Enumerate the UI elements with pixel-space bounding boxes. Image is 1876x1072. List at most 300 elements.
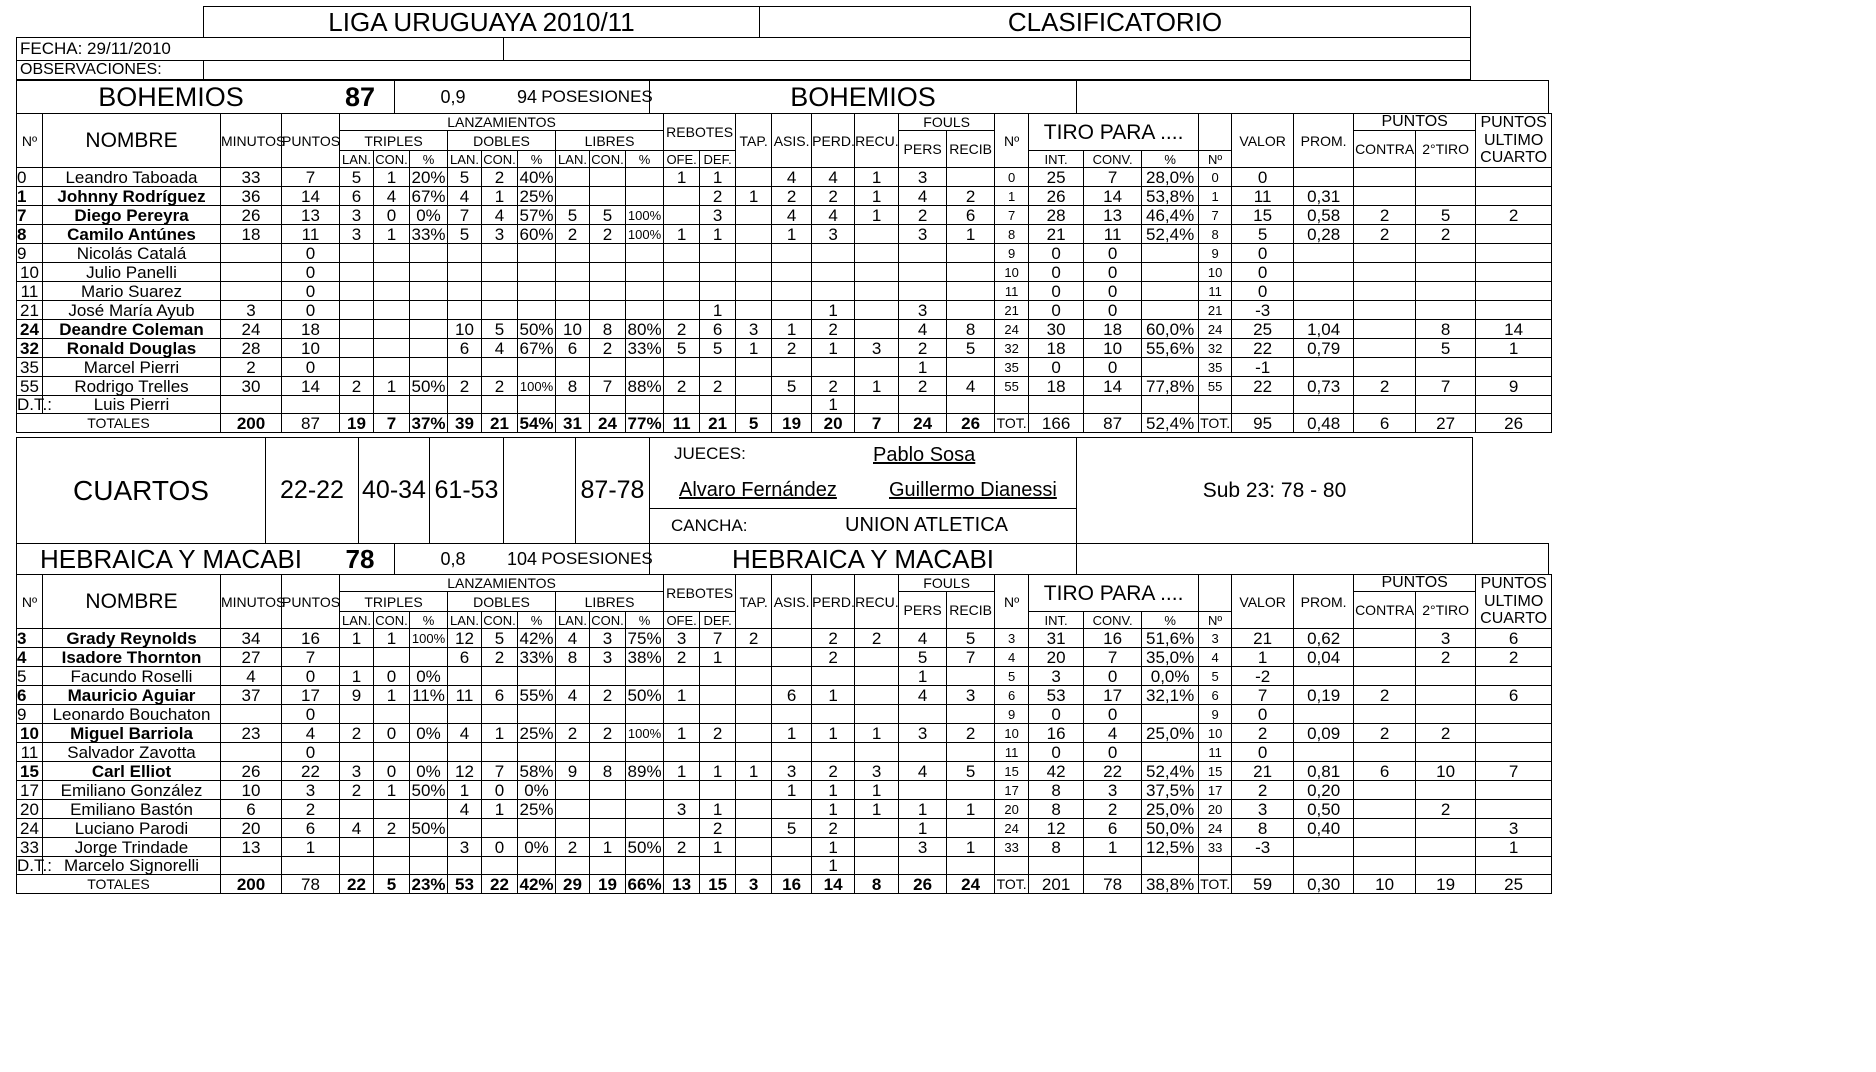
- cell-no: 0: [17, 168, 43, 187]
- cell-tiro-conv: 0: [1084, 667, 1142, 686]
- cell-fouls-pers: 4: [899, 320, 947, 339]
- cell-tri-lan: [340, 648, 374, 667]
- cell-perd: [812, 705, 855, 724]
- cell-puntos: 1: [282, 838, 340, 857]
- hdr-int: INT.: [1029, 151, 1084, 168]
- cell-dob-pct: 55%: [519, 685, 554, 705]
- cell-dob-con: 2: [482, 648, 518, 667]
- cell-tiro-no-2: 24: [1199, 320, 1232, 339]
- cell-dob-con: 5: [482, 629, 518, 648]
- cell-reb-def: 2: [700, 377, 736, 396]
- cell-tiro-pct: 50,0%: [1142, 819, 1199, 838]
- hdr-ultimo-cuarto: PUNTOS ULTIMO CUARTO: [1476, 575, 1552, 629]
- quarter-1-score: 22-22: [265, 437, 359, 544]
- total-ultimo-cuarto: 26: [1476, 414, 1552, 433]
- cell-dob-lan: 1: [448, 781, 482, 800]
- cell-lib-con: 3: [590, 629, 626, 648]
- cell-asis: 5: [772, 819, 812, 838]
- quarter-4-score: [503, 437, 576, 544]
- cell-dob-lan: [448, 705, 482, 724]
- total-tri-con: 7: [374, 414, 410, 433]
- cell-ultimo-cuarto: 2: [1476, 648, 1552, 667]
- cell-contra: [1354, 358, 1416, 377]
- match-date: FECHA: 29/11/2010: [16, 37, 504, 61]
- cell-empty: [448, 396, 482, 414]
- cell-tiro-int: 42: [1029, 762, 1084, 781]
- cell-dob-con: [482, 358, 518, 377]
- cell-tiro-int: 28: [1029, 206, 1084, 225]
- cell-valor: -3: [1232, 838, 1294, 857]
- coach-name: Marcelo Signorelli: [43, 857, 221, 875]
- cell-tri-con: [374, 800, 410, 819]
- cell-empty: [1294, 396, 1354, 414]
- cell-tiro-no-2: 35: [1199, 358, 1232, 377]
- cell-empty: [700, 857, 736, 875]
- cell-reb-def: [700, 358, 736, 377]
- cell-tap: [736, 800, 772, 819]
- hdr-lanzamientos: LANZAMIENTOS: [340, 575, 664, 592]
- cell-dob-con: 4: [482, 206, 518, 225]
- cell-fouls-pers: [899, 743, 947, 762]
- cell-prom: 0,79: [1294, 339, 1354, 358]
- cell-tap: [736, 282, 772, 301]
- cell-dob-lan: [448, 282, 482, 301]
- cell-empty: [1476, 396, 1552, 414]
- cell-tiro-pct: 55,6%: [1142, 339, 1199, 358]
- cell-segundo-tiro: [1416, 282, 1476, 301]
- cell-reb-ofe: [664, 282, 700, 301]
- cell-reb-def: 1: [700, 762, 736, 781]
- hdr-lan: LAN.: [448, 612, 482, 629]
- cell-lib-pct: 100%: [626, 724, 664, 743]
- cell-minutos: 3: [221, 301, 282, 320]
- cell-lib-lan: [556, 168, 590, 187]
- cell-empty: [482, 857, 518, 875]
- cell-tap: 2: [736, 629, 772, 648]
- cell-fouls-recib: [947, 301, 995, 320]
- total-lib-pct: 77%: [626, 414, 664, 433]
- cell-puntos: 10: [282, 339, 340, 358]
- cell-asis: 4: [772, 168, 812, 187]
- cell-asis: 6: [772, 686, 812, 705]
- cell-tiro-conv: 22: [1084, 762, 1142, 781]
- cell-lib-con: 7: [590, 377, 626, 396]
- cell-tiro-pct: 60,0%: [1142, 320, 1199, 339]
- cell-empty: [1084, 857, 1142, 875]
- total-tiro-label: TOT.: [996, 876, 1027, 892]
- cell-recu: [855, 301, 899, 320]
- total-tiro-label-2: TOT.: [1200, 415, 1231, 431]
- cell-no: 15: [17, 762, 43, 781]
- cell-contra: [1354, 648, 1416, 667]
- cell-lib-con: 8: [590, 320, 626, 339]
- cell-reb-ofe: [664, 301, 700, 320]
- cell-ultimo-cuarto: [1476, 358, 1552, 377]
- hdr-perd: PERD.: [812, 575, 855, 629]
- cell-valor: 0: [1232, 168, 1294, 187]
- cell-no: 24: [17, 819, 43, 838]
- quarter-2-score: 40-34: [358, 437, 430, 544]
- cell-empty: [1232, 396, 1294, 414]
- cell-recu: [855, 838, 899, 857]
- cell-puntos: 0: [282, 301, 340, 320]
- team1-name: BOHEMIOS: [98, 81, 244, 112]
- cell-tiro-no: 33: [995, 838, 1029, 857]
- player-row: [17, 225, 1552, 244]
- cell-tri-lan: 2: [340, 724, 374, 743]
- cell-dob-lan: 5: [448, 225, 482, 244]
- cell-puntos: 4: [282, 724, 340, 743]
- cell-tiro-no-2: 17: [1199, 781, 1232, 800]
- cell-tap: [736, 667, 772, 686]
- cell-tri-lan: 1: [340, 667, 374, 686]
- cell-contra: [1354, 320, 1416, 339]
- cell-perd: 1: [812, 800, 855, 819]
- cell-tiro-int: 0: [1029, 282, 1084, 301]
- cell-lib-pct: [626, 358, 664, 377]
- cell-dob-pct: 25%: [519, 186, 554, 206]
- total-reb-def: 15: [700, 875, 736, 894]
- total-reb-ofe: 13: [664, 875, 700, 894]
- hdr-prom: PROM.: [1294, 114, 1354, 168]
- cell-asis: 5: [772, 377, 812, 396]
- cell-tap: [736, 263, 772, 282]
- cell-recu: [855, 320, 899, 339]
- cell-tri-lan: [340, 743, 374, 762]
- total-dob-pct: 54%: [519, 413, 554, 433]
- cell-puntos: 16: [282, 629, 340, 648]
- cell-contra: [1354, 781, 1416, 800]
- cancha-name: UNION ATLETICA: [845, 513, 1008, 536]
- cell-dob-lan: 2: [448, 377, 482, 396]
- cell-lib-pct: [626, 667, 664, 686]
- team1-ratio: 0,9: [440, 86, 466, 107]
- cell-empty: [947, 396, 995, 414]
- cell-tap: [736, 838, 772, 857]
- cell-reb-ofe: [664, 743, 700, 762]
- coach-label: D.T.:: [17, 856, 52, 875]
- cell-dob-con: [482, 667, 518, 686]
- cell-tiro-int: 31: [1029, 629, 1084, 648]
- cell-puntos: 3: [282, 781, 340, 800]
- total-fouls-pers: 24: [899, 414, 947, 433]
- cell-perd: 2: [812, 648, 855, 667]
- cell-valor: 0: [1232, 282, 1294, 301]
- cell-tiro-no: 55: [995, 377, 1029, 396]
- cell-tiro-pct: [1142, 743, 1199, 762]
- total-asis: 16: [772, 875, 812, 894]
- cell-tiro-no-2: 9: [1199, 705, 1232, 724]
- cell-tri-con: 4: [374, 187, 410, 206]
- cell-tri-con: [374, 263, 410, 282]
- team1-possessions: 94: [516, 86, 538, 107]
- cell-tiro-int: 18: [1029, 339, 1084, 358]
- cell-dob-pct: [518, 819, 556, 838]
- cell-puntos: 13: [282, 206, 340, 225]
- cell-tiro-no: 24: [995, 819, 1029, 838]
- cell-tiro-no-2: 0: [1199, 168, 1232, 187]
- hdr-pct-tiro: %: [1142, 612, 1199, 629]
- hdr-valor: VALOR: [1232, 114, 1294, 168]
- cell-fouls-recib: [947, 282, 995, 301]
- cell-tiro-int: 0: [1029, 301, 1084, 320]
- cell-valor: 2: [1232, 781, 1294, 800]
- cell-recu: 3: [855, 339, 899, 358]
- cell-segundo-tiro: 2: [1416, 800, 1476, 819]
- cell-valor: 21: [1232, 629, 1294, 648]
- cell-segundo-tiro: [1416, 187, 1476, 206]
- cell-fouls-pers: [899, 781, 947, 800]
- cell-puntos: 17: [282, 686, 340, 705]
- cell-tri-lan: 5: [340, 168, 374, 187]
- cell-tiro-int: 3: [1029, 667, 1084, 686]
- cell-lib-con: 2: [590, 686, 626, 705]
- cell-tiro-no: 8: [995, 225, 1029, 244]
- cell-tiro-int: 16: [1029, 724, 1084, 743]
- cell-segundo-tiro: 2: [1416, 648, 1476, 667]
- hdr-int: INT.: [1029, 612, 1084, 629]
- cell-ultimo-cuarto: 1: [1476, 838, 1552, 857]
- total-recu: 8: [855, 875, 899, 894]
- cell-empty: [626, 396, 664, 414]
- cell-tap: [736, 724, 772, 743]
- cell-reb-ofe: 2: [664, 377, 700, 396]
- cell-asis: [772, 705, 812, 724]
- cell-puntos: 11: [282, 225, 340, 244]
- cell-fouls-pers: 2: [899, 339, 947, 358]
- cell-tri-con: 0: [374, 762, 410, 781]
- cell-segundo-tiro: [1416, 743, 1476, 762]
- cell-tiro-no-2: 33: [1199, 838, 1232, 857]
- cell-prom: [1294, 743, 1354, 762]
- cell-perd: 1: [812, 724, 855, 743]
- cell-recu: [855, 282, 899, 301]
- cell-lib-lan: [556, 819, 590, 838]
- cell-ultimo-cuarto: 1: [1476, 339, 1552, 358]
- total-tap: 5: [736, 414, 772, 433]
- cell-ultimo-cuarto: [1476, 705, 1552, 724]
- cell-tri-pct: [410, 282, 448, 301]
- cell-asis: [772, 244, 812, 263]
- cell-dob-pct: 42%: [519, 628, 554, 648]
- cell-tiro-pct: 0,0%: [1142, 667, 1199, 686]
- cell-contra: [1354, 838, 1416, 857]
- cell-lib-pct: [626, 187, 664, 206]
- cell-segundo-tiro: 10: [1416, 762, 1476, 781]
- cell-nombre: José María Ayub: [43, 301, 221, 320]
- cell-tap: [736, 206, 772, 225]
- cell-reb-def: 1: [700, 800, 736, 819]
- cell-tiro-pct: 77,8%: [1142, 377, 1199, 396]
- hdr-triples: TRIPLES: [340, 131, 448, 151]
- cell-asis: 2: [772, 187, 812, 206]
- cell-dob-con: [482, 743, 518, 762]
- cell-segundo-tiro: [1416, 301, 1476, 320]
- player-row: [17, 743, 1552, 762]
- cell-valor: -1: [1232, 358, 1294, 377]
- cell-tiro-pct: [1142, 358, 1199, 377]
- cell-lib-con: 2: [590, 225, 626, 244]
- cell-tiro-no: 9: [995, 705, 1029, 724]
- sub23-score: Sub 23: 78 - 80: [1076, 437, 1473, 544]
- cell-tiro-no: 17: [995, 781, 1029, 800]
- cell-empty: [1142, 396, 1199, 414]
- cell-fouls-recib: [947, 781, 995, 800]
- cell-dob-lan: [448, 301, 482, 320]
- cell-perd: [812, 358, 855, 377]
- total-dob-con: 22: [482, 875, 518, 894]
- cell-reb-ofe: 5: [664, 339, 700, 358]
- hdr-asis: ASIS.: [772, 114, 812, 168]
- cell-tri-con: 1: [374, 377, 410, 396]
- cell-no: 8: [17, 225, 43, 244]
- cell-reb-def: 1: [700, 168, 736, 187]
- cell-ultimo-cuarto: 14: [1476, 320, 1552, 339]
- cell-asis: 2: [772, 339, 812, 358]
- cell-empty: [1354, 396, 1416, 414]
- cell-lib-lan: [556, 781, 590, 800]
- total-tiro-conv: 78: [1084, 875, 1142, 894]
- cell-reb-def: [700, 244, 736, 263]
- cell-fouls-recib: [947, 263, 995, 282]
- cell-dob-con: 3: [482, 225, 518, 244]
- total-fouls-pers: 26: [899, 875, 947, 894]
- cell-valor: 8: [1232, 819, 1294, 838]
- cell-reb-def: 2: [700, 187, 736, 206]
- cell-asis: 1: [772, 320, 812, 339]
- cell-tri-pct: 0%: [410, 667, 448, 686]
- cell-prom: [1294, 301, 1354, 320]
- cell-prom: 0,81: [1294, 762, 1354, 781]
- cell-prom: 0,09: [1294, 724, 1354, 743]
- cell-empty: [736, 857, 772, 875]
- cell-lib-con: [590, 743, 626, 762]
- totals-label: TOTALES: [17, 414, 221, 433]
- total-dob-con: 21: [482, 414, 518, 433]
- cell-tiro-no-2: 24: [1199, 819, 1232, 838]
- cell-dob-pct: [518, 667, 556, 686]
- hdr-ofe: OFE.: [664, 612, 700, 629]
- total-lib-con: 19: [590, 875, 626, 894]
- cell-minutos: 18: [221, 225, 282, 244]
- total-recu: 7: [855, 414, 899, 433]
- cell-asis: [772, 629, 812, 648]
- cell-segundo-tiro: [1416, 667, 1476, 686]
- cell-tiro-conv: 0: [1084, 705, 1142, 724]
- total-puntos: 87: [282, 414, 340, 433]
- cell-segundo-tiro: [1416, 705, 1476, 724]
- cell-reb-def: 6: [700, 320, 736, 339]
- cell-puntos: 0: [282, 263, 340, 282]
- cell-reb-ofe: [664, 781, 700, 800]
- cell-tiro-conv: 7: [1084, 648, 1142, 667]
- hdr-contra: CONTRA: [1354, 131, 1416, 168]
- cell-tiro-pct: 32,1%: [1142, 686, 1199, 705]
- cell-reb-def: 1: [700, 225, 736, 244]
- cell-minutos: 24: [221, 320, 282, 339]
- cell-fouls-pers: 3: [899, 301, 947, 320]
- cell-segundo-tiro: [1416, 263, 1476, 282]
- player-row: [17, 282, 1552, 301]
- totals-row: [17, 875, 1552, 894]
- player-row: [17, 838, 1552, 857]
- cell-nombre: Johnny Rodríguez: [43, 187, 221, 206]
- cell-empty: [899, 396, 947, 414]
- total-tri-pct: 37%: [411, 413, 446, 433]
- player-row: [17, 686, 1552, 705]
- cell-recu: [855, 667, 899, 686]
- hdr-puntos-group: PUNTOS: [1354, 114, 1476, 131]
- cell-fouls-recib: [947, 705, 995, 724]
- total-minutos: 200: [221, 414, 282, 433]
- cell-tiro-conv: 14: [1084, 187, 1142, 206]
- cell-nombre: Leonardo Bouchaton: [43, 705, 221, 724]
- cell-nombre: Ronald Douglas: [43, 339, 221, 358]
- quarter-3-score: 61-53: [429, 437, 504, 544]
- cell-tiro-conv: 17: [1084, 686, 1142, 705]
- cell-tiro-no: 6: [995, 686, 1029, 705]
- cell-prom: [1294, 705, 1354, 724]
- cell-nombre: Isadore Thornton: [43, 648, 221, 667]
- cell-reb-ofe: [664, 705, 700, 724]
- cell-contra: [1354, 168, 1416, 187]
- cell-fouls-recib: 2: [947, 724, 995, 743]
- hdr-tap: TAP.: [736, 575, 772, 629]
- cell-dob-lan: 6: [448, 339, 482, 358]
- cell-empty: [374, 857, 410, 875]
- total-tiro-conv: 87: [1084, 414, 1142, 433]
- cell-no: 7: [17, 206, 43, 225]
- cell-reb-def: 2: [700, 724, 736, 743]
- coach-row: [17, 396, 1552, 414]
- hdr-pct: %: [410, 612, 448, 629]
- total-segundo-tiro: 19: [1416, 875, 1476, 894]
- jueces-label: JUECES:: [674, 444, 746, 463]
- cell-nombre: Facundo Roselli: [43, 667, 221, 686]
- cell-reb-def: [700, 667, 736, 686]
- cell-segundo-tiro: 5: [1416, 339, 1476, 358]
- cell-contra: 2: [1354, 206, 1416, 225]
- total-prom: 0,48: [1294, 414, 1354, 433]
- cell-tiro-conv: 3: [1084, 781, 1142, 800]
- hdr-conv: CONV.: [1084, 612, 1142, 629]
- cell-fouls-pers: 4: [899, 187, 947, 206]
- cell-reb-ofe: 2: [664, 648, 700, 667]
- total-reb-def: 21: [700, 414, 736, 433]
- hdr-con: CON.: [591, 612, 624, 628]
- judge-2: Alvaro Fernández: [679, 478, 837, 501]
- cell-fouls-recib: 1: [947, 838, 995, 857]
- cell-no: 20: [17, 800, 43, 819]
- total-tiro-label: TOT.: [996, 415, 1027, 431]
- hdr-pct: %: [518, 612, 556, 629]
- cell-valor: 22: [1232, 377, 1294, 396]
- cell-empty: [482, 396, 518, 414]
- cell-tiro-no: 7: [995, 206, 1029, 225]
- cell-tri-con: [374, 648, 410, 667]
- cell-nombre: Luciano Parodi: [43, 819, 221, 838]
- cell-prom: 0,40: [1294, 819, 1354, 838]
- cell-dob-lan: [448, 743, 482, 762]
- team1-header-right-sep: [1076, 80, 1472, 114]
- cell-dob-lan: [448, 263, 482, 282]
- cell-recu: [855, 648, 899, 667]
- cell-nombre: Camilo Antúnes: [43, 225, 221, 244]
- hdr-libres: LIBRES: [556, 592, 664, 612]
- cell-asis: [772, 838, 812, 857]
- cell-asis: 4: [772, 206, 812, 225]
- cell-ultimo-cuarto: 3: [1476, 819, 1552, 838]
